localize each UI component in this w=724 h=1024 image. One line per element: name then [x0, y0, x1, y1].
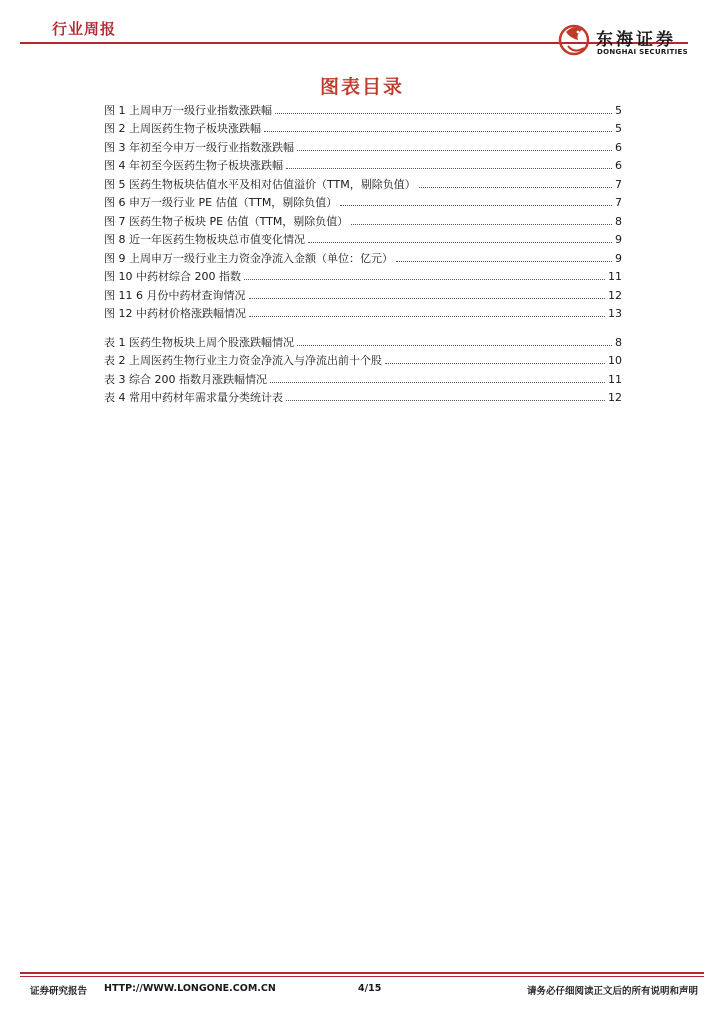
dot-leader — [270, 381, 605, 383]
figure-entry-page: 5 — [615, 103, 622, 117]
table-entry-page: 11 — [608, 372, 622, 386]
footer-page-number: 4/15 — [358, 983, 382, 994]
footer-divider-thin — [20, 976, 704, 977]
figure-entry-label: 图 9 上周申万一级行业主力资金净流入金额（单位：亿元） — [104, 251, 393, 265]
figure-entry-page: 11 — [608, 270, 622, 283]
figure-entry-label: 图 2 上周医药生物子板块涨跌幅 — [104, 122, 261, 135]
report-type-label: 行业周报 — [52, 20, 117, 38]
figure-entry-page: 12 — [608, 288, 622, 302]
figure-entry-page: 9 — [615, 251, 622, 265]
figure-entry-page: 7 — [615, 177, 622, 191]
dot-leader — [396, 260, 612, 262]
table-entry-label: 表 4 常用中药材年需求量分类统计表 — [104, 391, 283, 404]
figure-entry[interactable] — [104, 154, 622, 173]
dot-leader — [340, 204, 612, 206]
dot-leader — [297, 344, 612, 346]
logo-chinese-name: 东海证券 — [596, 30, 676, 50]
figure-entry-label: 图 3 年初至今申万一级行业指数涨跌幅 — [104, 140, 294, 154]
table-entry[interactable] — [104, 349, 622, 368]
footer-website-link[interactable]: HTTP://WWW.LONGONE.COM.CN — [104, 983, 276, 994]
phoenix-icon — [556, 20, 592, 60]
figure-entry[interactable] — [104, 302, 622, 321]
dot-leader — [244, 278, 605, 280]
figure-entry[interactable] — [104, 135, 622, 154]
dot-leader — [385, 362, 605, 364]
dot-leader — [419, 186, 612, 188]
figure-entry[interactable] — [104, 209, 622, 228]
table-entry[interactable] — [104, 367, 622, 386]
figure-entry-label: 图 8 近一年医药生物板块总市值变化情况 — [104, 233, 305, 246]
dot-leader — [275, 112, 612, 114]
figure-list — [104, 98, 622, 320]
figure-entry-label: 图 11 6 月份中药材查询情况 — [104, 288, 246, 302]
table-entry-label: 表 2 上周医药生物行业主力资金净流入与净流出前十个股 — [104, 354, 382, 367]
footer-report-label: 证券研究报告 — [30, 986, 88, 997]
figure-entry-label: 图 7 医药生物子板块 PE 估值（TTM，剔除负值） — [104, 214, 349, 228]
figure-entry-page: 6 — [615, 159, 622, 172]
table-entry[interactable] — [104, 330, 622, 349]
table-list — [104, 330, 622, 404]
figure-entry-label: 图 1 上周申万一级行业指数涨跌幅 — [104, 103, 272, 117]
dot-leader — [286, 167, 612, 169]
figure-entry[interactable] — [104, 265, 622, 284]
dot-leader — [297, 149, 612, 151]
figure-entry-label: 图 6 申万一级行业 PE 估值（TTM，剔除负值） — [104, 196, 338, 209]
figure-entry-page: 7 — [615, 196, 622, 209]
company-logo — [556, 20, 704, 60]
figure-entry[interactable] — [104, 246, 622, 265]
figure-entry-page: 9 — [615, 233, 622, 246]
table-entry-label: 表 1 医药生物板块上周个股涨跌幅情况 — [104, 335, 294, 349]
footer-divider — [20, 972, 704, 974]
table-entry-label: 表 3 综合 200 指数月涨跌幅情况 — [104, 372, 267, 386]
figure-entry-label: 图 12 中药材价格涨跌幅情况 — [104, 307, 246, 320]
figure-entry-page: 13 — [608, 307, 622, 320]
table-entry[interactable] — [104, 386, 622, 405]
figure-entry[interactable] — [104, 191, 622, 210]
dot-leader — [286, 399, 605, 401]
dot-leader — [264, 130, 612, 132]
logo-english-name: DONGHAI SECURITIES — [597, 48, 688, 56]
table-entry-page: 10 — [608, 354, 622, 367]
figure-entry-page: 6 — [615, 140, 622, 154]
figure-entry[interactable] — [104, 117, 622, 136]
figure-entry-page: 5 — [615, 122, 622, 135]
figure-entry-label: 图 5 医药生物板块估值水平及相对估值溢价（TTM，剔除负值） — [104, 177, 416, 191]
figure-entry[interactable] — [104, 283, 622, 302]
dot-leader — [249, 315, 605, 317]
dot-leader — [249, 297, 606, 299]
figure-entry-label: 图 10 中药材综合 200 指数 — [104, 270, 241, 283]
footer-disclaimer: 请务必仔细阅读正文后的所有说明和声明 — [526, 986, 698, 997]
figure-entry-page: 8 — [615, 214, 622, 228]
figure-entry-label: 图 4 年初至今医药生物子板块涨跌幅 — [104, 159, 283, 172]
figure-entry[interactable] — [104, 172, 622, 191]
figure-entry[interactable] — [104, 98, 622, 117]
figure-entry[interactable] — [104, 228, 622, 247]
table-entry-page: 8 — [615, 335, 622, 349]
toc-title: 图表目录 — [319, 76, 404, 98]
dot-leader — [308, 241, 612, 243]
dot-leader — [351, 223, 612, 225]
table-entry-page: 12 — [608, 391, 622, 404]
